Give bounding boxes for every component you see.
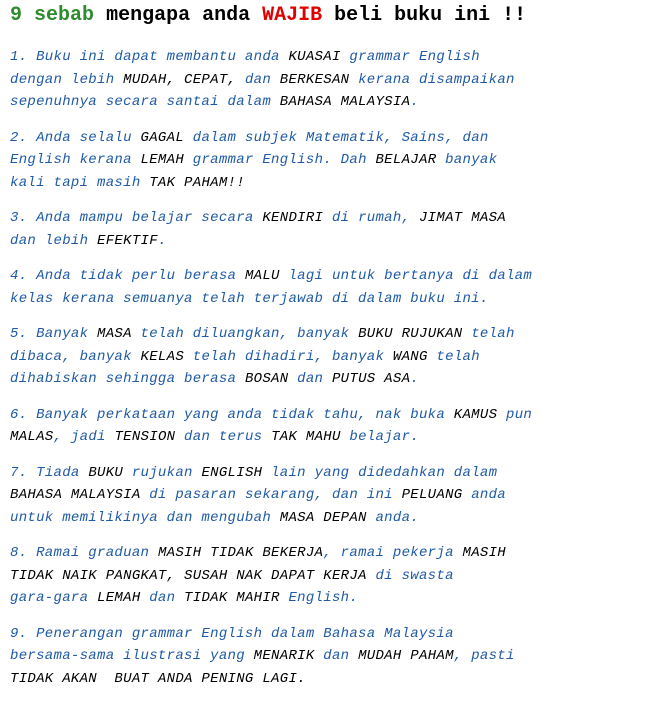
reason-emphasis: TAK MAHU — [271, 429, 341, 445]
reason-emphasis: LEMAH — [97, 590, 141, 606]
reason-text: , jadi — [53, 429, 115, 445]
reason-emphasis: BERKESAN — [279, 71, 350, 88]
reason-emphasis: WANG — [392, 348, 428, 365]
title-wajib: WAJIB — [262, 4, 323, 27]
reason-emphasis: MASA — [97, 326, 132, 342]
reason-text: 3. Anda mampu belajar secara — [10, 210, 263, 226]
reason-item — [10, 542, 646, 610]
reason-text: lain yang didedahkan dalam — [271, 464, 498, 481]
reason-text: telah diluangkan, banyak — [131, 326, 359, 342]
reason-text: 6. Banyak perkataan yang anda tidak tahu, nak buka — [10, 406, 454, 423]
reason-emphasis: PELUANG — [401, 487, 463, 503]
reason-text: . — [410, 371, 419, 387]
reason-emphasis: JIMAT MASA — [418, 210, 506, 226]
reason-emphasis: BELAJAR — [375, 152, 437, 168]
reason-emphasis: MASIH TIDAK NAIK PANGKAT, SUSAH NAK DAPAT KERJA — [10, 545, 507, 584]
reason-text: , pasti — [453, 648, 515, 664]
document-page — [10, 3, 646, 703]
reason-emphasis: BOSAN — [244, 371, 289, 387]
reason-text: belajar. — [340, 429, 420, 445]
reason-text: dan lebih — [10, 232, 89, 249]
reason-text: 2. Anda selalu — [10, 129, 141, 146]
reason-text: dalam subjek Matematik, Sains, dan English kerana — [10, 129, 489, 168]
reason-text: di pasaran sekarang, dan ini — [140, 487, 402, 503]
reason-item — [10, 404, 646, 449]
reason-text: . — [410, 94, 419, 110]
reason-text: di rumah, — [323, 210, 419, 226]
reason-text: di swasta gara-gara — [10, 567, 454, 606]
reason-text: dan — [236, 71, 280, 88]
reason-emphasis: MUDAH, CEPAT, — [123, 71, 237, 88]
reason-emphasis: MALU — [244, 268, 280, 284]
reason-text: , ramai pekerja — [323, 545, 463, 561]
reason-text: lagi untuk bertanya di dalam kelas kerana semuanya telah terjawab di dalam buku ini. — [10, 268, 533, 307]
reason-text: dan — [140, 590, 185, 606]
reason-emphasis: GAGAL — [140, 129, 185, 146]
reason-text: anda. — [366, 509, 419, 526]
reason-text: telah dibaca, banyak — [10, 326, 515, 365]
reason-text: 9. Penerangan grammar English dalam Bahasa Malaysia bersama-sama ilustrasi yang — [10, 625, 454, 664]
reason-emphasis: MASIH TIDAK BEKERJA — [157, 545, 324, 561]
reason-emphasis: KELAS — [140, 348, 185, 365]
reason-text: dan — [288, 371, 332, 387]
reason-emphasis: KAMUS — [453, 406, 498, 423]
reason-text: 4. Anda tidak perlu berasa — [10, 268, 245, 284]
reason-emphasis: TIDAK AKAN BUAT ANDA PENING LAGI. — [10, 670, 306, 687]
reason-text: kerana disampaikan sepenuhnya secara santai dalam — [10, 71, 515, 110]
title-part1: mengapa anda — [106, 4, 251, 27]
reason-text: . — [157, 232, 167, 249]
reason-item — [10, 127, 646, 195]
reason-text: telah dihadiri, banyak — [184, 348, 393, 365]
reason-text: 1. Buku ini dapat membantu anda — [10, 49, 289, 65]
reason-emphasis: TAK PAHAM!! — [149, 174, 245, 191]
reason-text: 7. Tiada — [10, 464, 89, 481]
reason-text: pun — [505, 406, 533, 423]
reason-emphasis: KENDIRI — [262, 210, 324, 226]
reason-item — [10, 323, 646, 391]
reason-emphasis: MALAS — [10, 429, 54, 445]
reason-item — [10, 265, 646, 310]
reason-text: telah dihabiskan sehingga berasa — [10, 348, 480, 387]
reason-item — [10, 623, 646, 691]
reason-emphasis: EFEKTIF — [97, 232, 158, 249]
reason-emphasis: BUKU RUJUKAN — [358, 326, 463, 342]
reason-item — [10, 462, 646, 530]
reason-emphasis: MASA DEPAN — [279, 509, 367, 526]
reason-text: 5. Banyak — [10, 326, 98, 342]
reason-emphasis: ENGLISH — [201, 464, 263, 481]
reason-text: banyak kali tapi masih — [10, 152, 498, 191]
page-title — [10, 3, 646, 29]
title-number: 9 — [10, 4, 23, 27]
reason-text: rujukan — [123, 464, 202, 481]
reason-text: grammar English. Dah — [184, 152, 376, 168]
reason-text: 8. Ramai graduan — [10, 545, 158, 561]
reason-text: dan — [314, 648, 359, 664]
reason-item — [10, 207, 646, 252]
reason-emphasis: MUDAH PAHAM — [358, 648, 454, 664]
reason-item — [10, 46, 646, 114]
title-part2: beli buku ini !! — [334, 4, 527, 27]
reason-emphasis: BAHASA MALAYSIA — [10, 487, 141, 503]
reason-text: grammar English dengan lebih — [10, 49, 480, 88]
reason-text: anda untuk memilikinya dan mengubah — [10, 487, 507, 526]
reason-text: English. — [279, 590, 359, 606]
reason-emphasis: LEMAH — [140, 152, 185, 168]
reason-text: dan terus — [175, 429, 272, 445]
reason-emphasis: BUKU — [88, 464, 124, 481]
reason-emphasis: PUTUS ASA — [331, 371, 411, 387]
reason-emphasis: TIDAK MAHIR — [184, 590, 280, 606]
reason-emphasis: TENSION — [114, 429, 176, 445]
reasons-list — [10, 46, 646, 690]
reason-emphasis: KUASAI — [288, 49, 341, 65]
reason-emphasis: BAHASA MALAYSIA — [279, 94, 411, 110]
title-sebab: sebab — [34, 4, 95, 27]
reason-emphasis: MENARIK — [253, 648, 315, 664]
